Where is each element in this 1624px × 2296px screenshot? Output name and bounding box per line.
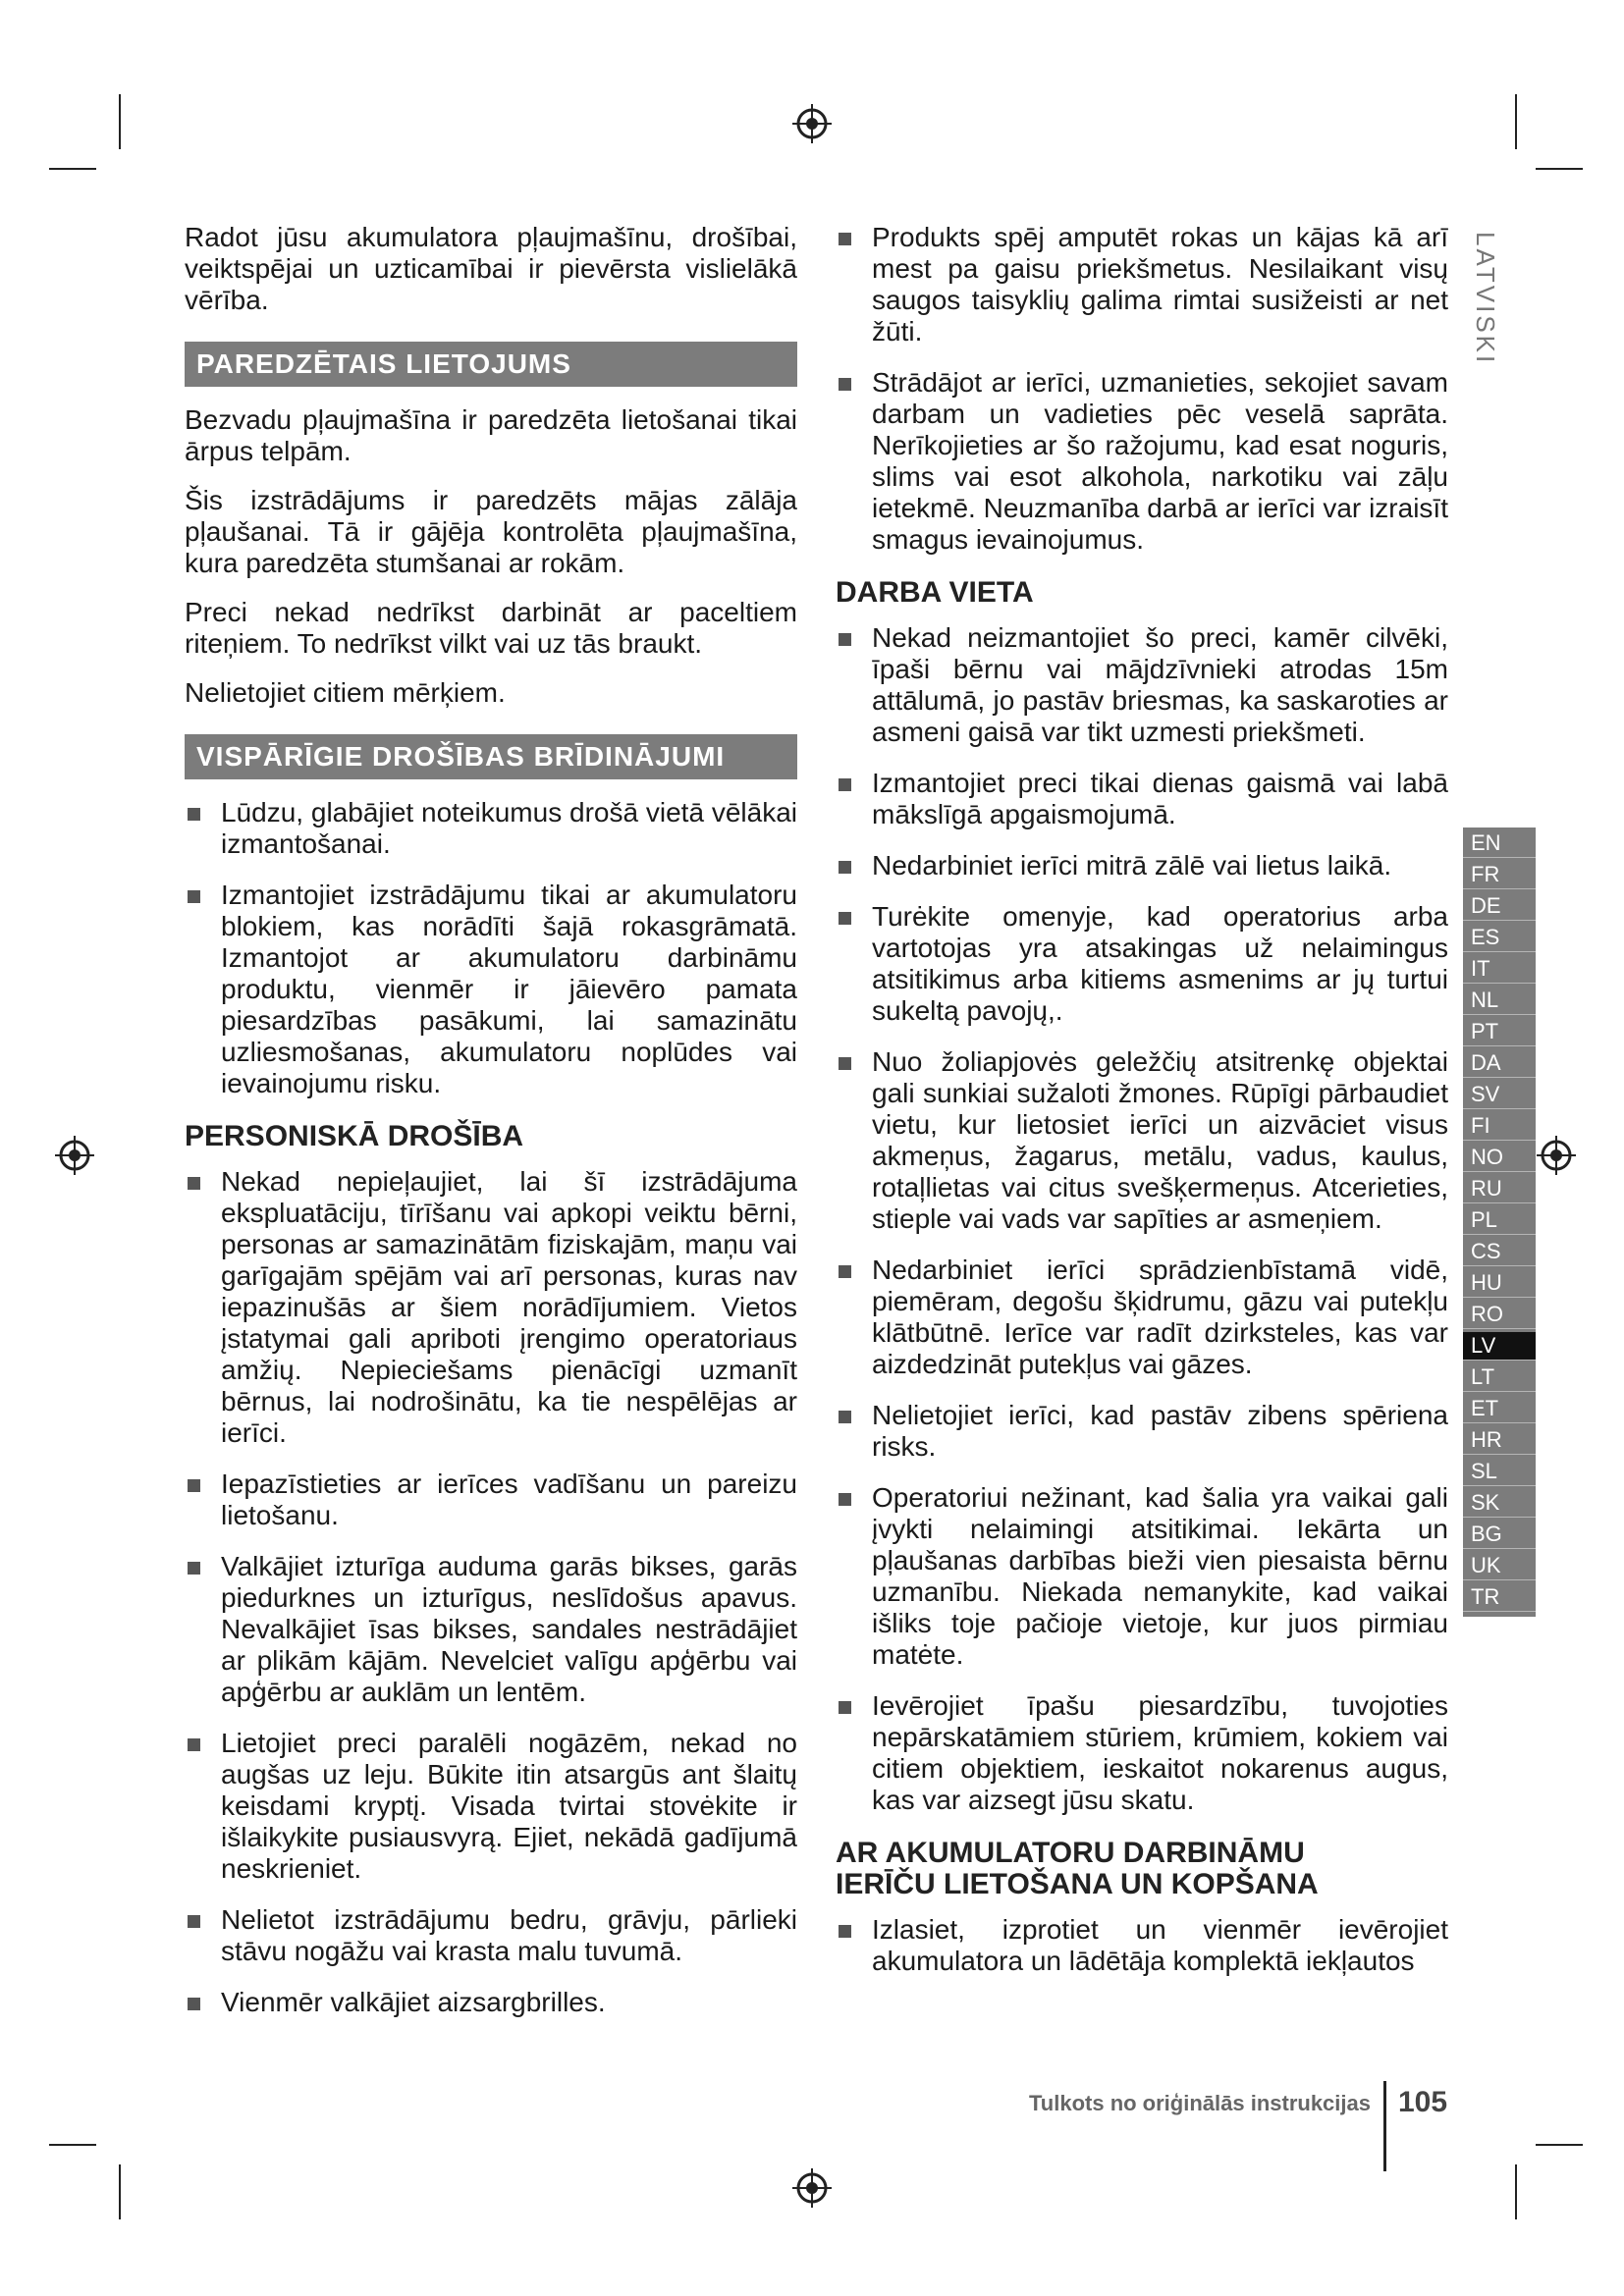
language-tab-pl[interactable]: PL (1463, 1206, 1536, 1235)
language-tab-lv-active[interactable]: LV (1463, 1332, 1536, 1361)
bullet-square-icon (188, 808, 200, 821)
bullet-square-icon (839, 233, 851, 245)
section-heading-personal-safety: PERSONISKĀ DROŠĪBA (185, 1120, 524, 1152)
language-tab-hu[interactable]: HU (1463, 1269, 1536, 1298)
language-tab-nl[interactable]: NL (1463, 987, 1536, 1015)
bullet-square-icon (188, 1479, 200, 1492)
bullet-square-icon (839, 633, 851, 646)
language-tab-bar (1463, 828, 1536, 1617)
list-item: Nedarbiniet ierīci mitrā zālē vai lietus laikā. (836, 850, 1448, 881)
paragraph: Šis izstrādājums ir paredzēts mājas zālāja pļaušanai. Tā ir gājēja kontrolēta pļaujmašīna, kura paredzēta stumšanai ar rokām. (185, 485, 797, 578)
intro-paragraph: Radot jūsu akumulatora pļaujmašīnu, drošībai, veiktspējai un uzticamībai ir pievērsta vislielākā vērība. (185, 222, 797, 315)
list-item: Ievērojiet īpašu piesardzību, tuvojoties nepārskatāmiem stūriem, krūmiem, kokiem vai citiem objektiem, ieskaitot nokarenus augus, kas var aizsegt jūsu skatu. (836, 1690, 1448, 1816)
language-tab-hr[interactable]: HR (1463, 1426, 1536, 1455)
language-tab-fi[interactable]: FI (1463, 1112, 1536, 1141)
language-tab-et[interactable]: ET (1463, 1395, 1536, 1423)
crop-mark (1536, 168, 1583, 170)
footer-divider (1383, 2081, 1386, 2171)
section-heading-intended-use: PAREDZĒTAIS LIETOJUMS (185, 342, 797, 387)
bullet-square-icon (839, 1057, 851, 1070)
language-tab-sl[interactable]: SL (1463, 1458, 1536, 1486)
paragraph: Preci nekad nedrīkst darbināt ar paceltiem riteņiem. To nedrīkst vilkt vai uz tās braukt. (185, 597, 797, 659)
registration-mark-icon (790, 102, 834, 145)
language-tab-fr[interactable]: FR (1463, 861, 1536, 889)
bullet-list (836, 222, 1448, 556)
registration-mark-icon (1535, 1134, 1578, 1177)
section-heading-work-area: DARBA VIETA (836, 576, 1034, 609)
language-tab-ro[interactable]: RO (1463, 1301, 1536, 1329)
language-tab-de[interactable]: DE (1463, 892, 1536, 921)
bullet-square-icon (188, 1998, 200, 2010)
bullet-square-icon (839, 861, 851, 874)
list-item: Nedarbiniet ierīci sprādzienbīstamā vidē, piemēram, degošu šķidrumu, gāzu vai putekļu klātbūtnē. Ierīce var radīt dzirksteles, kas var aizdedzināt putekļus vai gāzes. (836, 1255, 1448, 1380)
bullet-square-icon (839, 1493, 851, 1506)
language-tab-it[interactable]: IT (1463, 955, 1536, 984)
crop-mark (119, 2164, 121, 2219)
language-tab-no[interactable]: NO (1463, 1144, 1536, 1172)
crop-mark (119, 94, 121, 149)
language-tab-bg[interactable]: BG (1463, 1521, 1536, 1549)
registration-mark-icon (53, 1134, 96, 1177)
list-item: Izmantojiet izstrādājumu tikai ar akumulatoru blokiem, kas norādīti šajā rokasgrāmatā. Izmantojot ar akumulatoru darbināmu produktu, vienmēr ir jāievēro pamata piesardzības pasākumi, lai samazinātu uzliesmošanas, akumulatoru noplūdes vai ievainojumu risku. (185, 880, 797, 1099)
list-item: Izlasiet, izprotiet un vienmēr ievērojiet akumulatora un lādētāja komplektā iekļautos (836, 1914, 1448, 1977)
language-tab-es[interactable]: ES (1463, 924, 1536, 952)
crop-mark (49, 2144, 96, 2146)
bullet-square-icon (188, 1562, 200, 1575)
list-item: Nelietojiet ierīci, kad pastāv zibens spēriena risks. (836, 1400, 1448, 1463)
language-tab-pt[interactable]: PT (1463, 1018, 1536, 1046)
list-item: Vienmēr valkājiet aizsargbrilles. (185, 1987, 797, 2018)
section-heading-line: AR AKUMULATORU DARBINĀMU (836, 1837, 1305, 1869)
paragraph: Bezvadu pļaujmašīna ir paredzēta lietošanai tikai ārpus telpām. (185, 404, 797, 466)
bullet-square-icon (188, 1915, 200, 1928)
list-item: Izmantojiet preci tikai dienas gaismā vai labā mākslīgā apgaismojumā. (836, 768, 1448, 830)
section-heading-general-safety: VISPĀRĪGIE DROŠĪBAS BRĪDINĀJUMI (185, 734, 797, 779)
list-item: Nelietot izstrādājumu bedru, grāvju, pārlieki stāvu nogāžu vai krasta malu tuvumā. (185, 1904, 797, 1967)
list-item: Turėkite omenyje, kad operatorius arba vartotojas yra atsakingas už nelaimingus atsitikimus arba kitiems asmenims ar jų turtui sukeltą pavojų,. (836, 901, 1448, 1027)
bullet-list (185, 797, 797, 1099)
list-item: Nuo žoliapjovės geležčių atsitrenkę objektai gali sunkiai sužaloti žmones. Rūpīgi pārbaudiet vietu, kur lietosiet ierīci un aizvāciet visus akmeņus, žagarus, metālu, vadus, kaulus, rotaļlietas vai citus svešķermeņus. Atcerieties, stieple vai vads var sapīties ar asmeņiem. (836, 1046, 1448, 1235)
list-item: Operatoriui nežinant, kad šalia yra vaikai gali įvykti nelaimingi atsitikimai. Iekārta un pļaušanas darbības bieži vien piesaista bērnu uzmanību. Niekada nemanykite, kad vaikai išliks toje pačioje vietoje, kur juos pirmiau matėte. (836, 1482, 1448, 1671)
registration-mark-icon (790, 2166, 834, 2210)
footer-label: Tulkots no oriģinālās instrukcijas (1028, 2091, 1371, 2115)
language-tab-sv[interactable]: SV (1463, 1081, 1536, 1109)
bullet-square-icon (839, 1925, 851, 1938)
page-number: 105 (1398, 2086, 1448, 2118)
crop-mark (49, 168, 96, 170)
bullet-list (185, 1166, 797, 2018)
bullet-square-icon (188, 1738, 200, 1751)
list-item: Iepazīstieties ar ierīces vadīšanu un pareizu lietošanu. (185, 1468, 797, 1531)
language-tab-cs[interactable]: CS (1463, 1238, 1536, 1266)
language-tab-tr[interactable]: TR (1463, 1583, 1536, 1612)
list-item: Strādājot ar ierīci, uzmanieties, sekojiet savam darbam un vadieties pēc veselā saprāta. Nerīkojieties ar šo ražojumu, kad esat noguris, slims vai esot alkohola, narkotiku vai zāļu ietekmē. Neuzmanība darbā ar ierīci var izraisīt smagus ievainojumus. (836, 367, 1448, 556)
bullet-square-icon (839, 912, 851, 925)
language-tab-lt[interactable]: LT (1463, 1363, 1536, 1392)
list-item: Nekad neizmantojiet šo preci, kamēr cilvēki, īpaši bērnu vai mājdzīvnieki atrodas 15m attālumā, jo pastāv briesmas, ka saskaroties ar asmeni gaisā var tikt uzmesti priekšmeti. (836, 622, 1448, 748)
language-tab-sk[interactable]: SK (1463, 1489, 1536, 1518)
bullet-list (836, 1914, 1448, 1977)
bullet-square-icon (839, 1411, 851, 1423)
crop-mark (1515, 94, 1517, 149)
list-item: Valkājiet izturīga auduma garās bikses, garās piedurknes un izturīgus, neslīdošus apavus. Nevalkājiet īsas bikses, sandales nestrādājiet ar plikām kājām. Nevelciet valīgu apģērbu vai apģērbu ar auklām un lentēm. (185, 1551, 797, 1708)
language-tab-en[interactable]: EN (1463, 829, 1536, 858)
list-item: Lietojiet preci paralēli nogāzēm, nekad no augšas uz leju. Būkite itin atsargūs ant šlaitų keisdami kryptį. Visada tvirtai stovėkite ir išlaikykite pusiausvyrą. Ejiet, nekādā gadījumā neskrieniet. (185, 1728, 797, 1885)
bullet-square-icon (839, 1701, 851, 1714)
bullet-square-icon (188, 890, 200, 903)
section-heading-line: IERĪČU LIETOŠANA UN KOPŠANA (836, 1868, 1319, 1900)
section-heading-battery-tool-use (836, 1838, 1448, 1900)
crop-mark (1515, 2164, 1517, 2219)
list-item: Lūdzu, glabājiet noteikumus drošā vietā vēlākai izmantošanai. (185, 797, 797, 860)
right-column (836, 222, 1448, 1997)
language-tab-da[interactable]: DA (1463, 1049, 1536, 1078)
bullet-square-icon (839, 378, 851, 391)
language-tab-ru[interactable]: RU (1463, 1175, 1536, 1203)
bullet-square-icon (188, 1177, 200, 1190)
list-item: Produkts spēj amputēt rokas un kājas kā arī mest pa gaisu priekšmetus. Nesilaikant visų saugos taisyklių galima rimtai susižeisti ar net žūti. (836, 222, 1448, 347)
bullet-square-icon (839, 1265, 851, 1278)
bullet-list (836, 622, 1448, 1816)
crop-mark (1536, 2144, 1583, 2146)
left-column (185, 222, 797, 2038)
paragraph: Nelietojiet citiem mērķiem. (185, 677, 506, 708)
bullet-square-icon (839, 778, 851, 791)
language-side-title: LATVISKI (1471, 232, 1500, 366)
list-item: Nekad nepieļaujiet, lai šī izstrādājuma ekspluatāciju, tīrīšanu vai apkopi veiktu bērni, personas ar samazinātām fiziskajām, maņu vai garīgajām spējām vai arī personas, kuras nav iepazinušās ar šiem norādījumiem. Vietos įstatymai gali apriboti įrengimo operatoriaus amžių. Nepieciešams pienācīgi uzmanīt bērnus, lai nodrošinātu, ka tie nespēlējas ar ierīci. (185, 1166, 797, 1449)
language-tab-uk[interactable]: UK (1463, 1552, 1536, 1580)
